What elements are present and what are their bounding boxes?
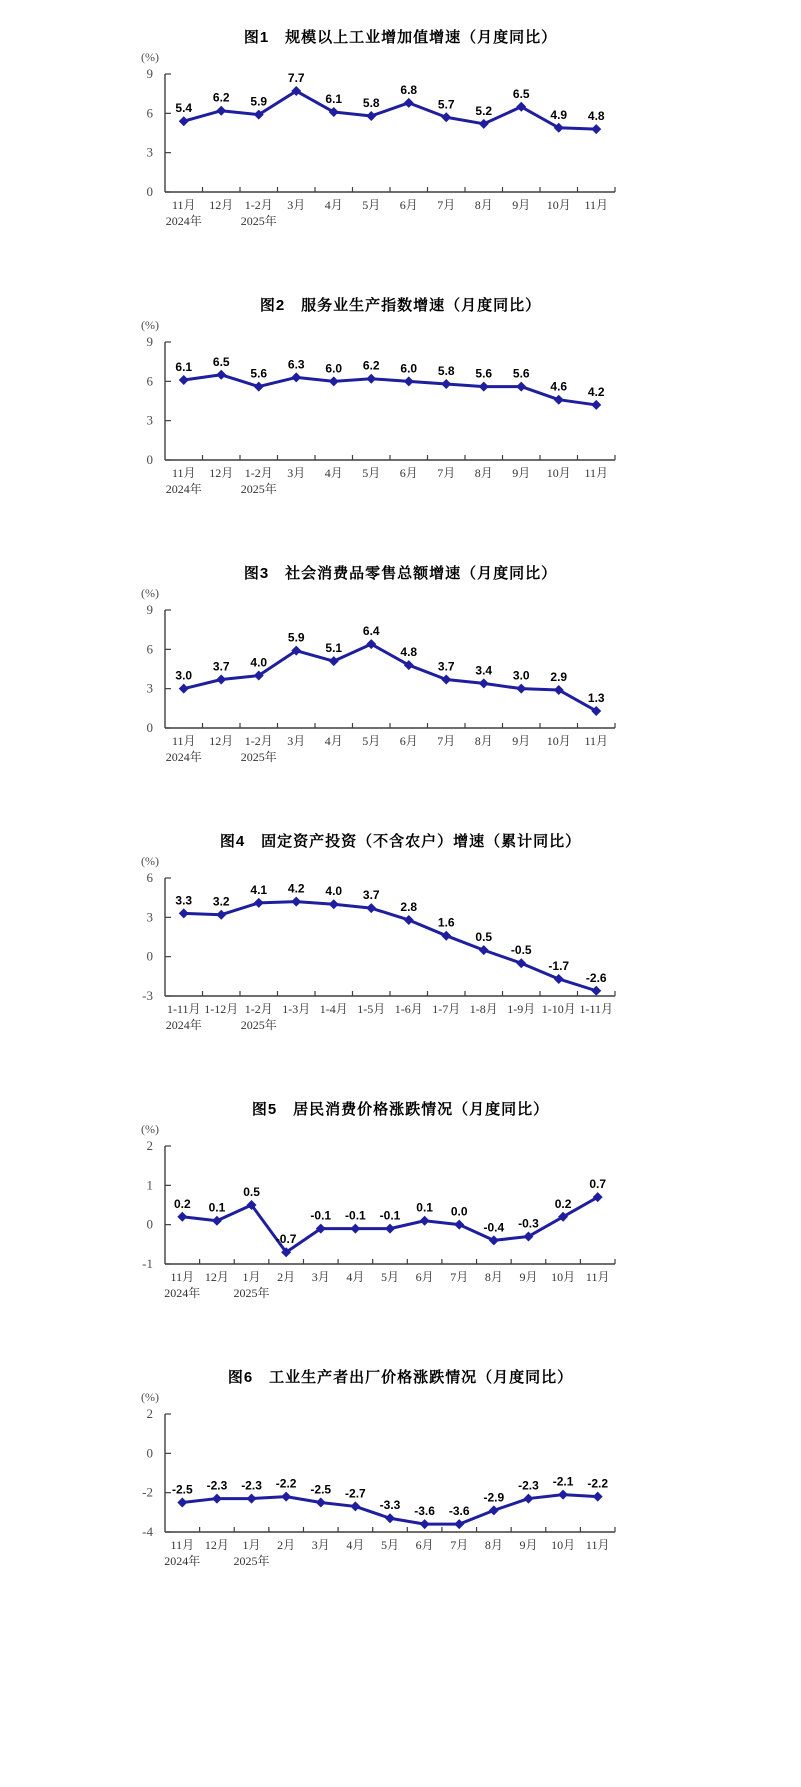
x-axis-category-label: 1月 (242, 1270, 261, 1284)
data-point-marker (247, 1494, 257, 1504)
data-point-label: 6.2 (212, 90, 230, 105)
data-point-marker (366, 903, 376, 913)
x-axis-year-label: 2025年 (240, 482, 277, 496)
x-axis-category-label: 11月 (171, 466, 196, 480)
x-axis-category-label: 4月 (346, 1538, 365, 1552)
data-point-marker (591, 986, 601, 996)
data-point-label: -3.3 (379, 1498, 401, 1513)
chart-figure-2 (0, 294, 801, 562)
data-point-label: 3.7 (362, 888, 380, 903)
data-point-label: -0.1 (345, 1208, 366, 1223)
x-axis-category-label: 3月 (287, 734, 306, 748)
x-axis-category-label: 11月 (170, 1538, 195, 1552)
data-point-label: 6.1 (175, 360, 193, 375)
data-point-marker (554, 974, 564, 984)
data-point-marker (254, 382, 264, 392)
chart-figure-3 (0, 562, 801, 830)
data-point-label: -3.6 (414, 1504, 435, 1519)
y-axis-tick-label: 2 (146, 1406, 153, 1421)
chart-title: 图6 工业生产者出厂价格涨跌情况（月度同比） (227, 1369, 574, 1386)
y-axis-tick-label: 3 (146, 144, 153, 160)
data-point-marker (441, 379, 451, 389)
x-axis-category-label: 8月 (474, 198, 493, 212)
x-axis-category-label: 6月 (415, 1538, 434, 1552)
x-axis-category-label: 3月 (287, 466, 306, 480)
x-axis-category-label: 9月 (512, 466, 531, 480)
series-line (184, 644, 597, 711)
y-axis-tick-label: 0 (146, 720, 153, 735)
x-axis-category-label: 1-4月 (319, 1002, 348, 1016)
data-point-label: 0.0 (450, 1204, 468, 1219)
x-axis-category-label: 5月 (362, 466, 381, 480)
x-axis-category-label: 2月 (277, 1270, 296, 1284)
x-axis-category-label: 7月 (437, 466, 456, 480)
y-axis-tick-label: 3 (146, 680, 153, 696)
y-axis-tick-label: 9 (146, 334, 153, 349)
y-axis-tick-label: 6 (146, 870, 153, 885)
data-point-label: -2.7 (345, 1486, 366, 1501)
data-point-label: 7.7 (287, 71, 305, 86)
data-point-marker (216, 106, 226, 116)
data-point-marker (329, 656, 339, 666)
data-point-label: 4.0 (325, 884, 343, 899)
chart-canvas (0, 49, 801, 235)
y-axis-tick-label: 0 (146, 948, 153, 964)
chart-title: 图1 规模以上工业增加值增速（月度同比） (243, 29, 558, 46)
data-point-marker (216, 370, 226, 380)
x-axis-category-label: 11月 (585, 1538, 610, 1552)
data-point-marker (179, 116, 189, 126)
data-point-marker (441, 112, 451, 122)
data-point-label: 5.4 (175, 101, 193, 116)
x-axis-category-label: 11月 (170, 1270, 195, 1284)
y-axis-tick-label: -1 (142, 1256, 153, 1271)
data-point-marker (479, 678, 489, 688)
data-point-label: 3.7 (212, 659, 230, 674)
data-point-marker (479, 945, 489, 955)
data-point-label: -0.5 (510, 943, 532, 958)
data-point-label: -2.6 (585, 970, 607, 985)
data-point-marker (366, 374, 376, 384)
data-point-marker (489, 1235, 499, 1245)
y-axis-tick-label: 6 (146, 105, 153, 121)
data-point-label: 5.8 (362, 95, 380, 110)
chart-figure-4 (0, 830, 801, 1098)
data-point-label: 4.0 (250, 655, 268, 670)
x-axis-year-label: 2025年 (240, 1018, 277, 1032)
data-point-marker (404, 376, 414, 386)
data-point-marker (420, 1216, 430, 1226)
data-point-marker (291, 897, 301, 907)
y-axis-tick-label: 2 (146, 1138, 153, 1153)
data-point-label: 6.0 (400, 361, 418, 376)
data-point-label: -2.5 (171, 1482, 193, 1497)
data-point-label: 4.8 (400, 645, 418, 660)
x-axis-year-label: 2024年 (165, 214, 202, 228)
x-axis-category-label: 4月 (324, 734, 343, 748)
data-point-marker (404, 98, 414, 108)
data-point-label: 6.3 (287, 357, 305, 372)
data-point-label: 6.8 (400, 82, 418, 97)
data-point-marker (454, 1220, 464, 1230)
x-axis-category-label: 11月 (585, 1270, 610, 1284)
chart-canvas (0, 1121, 801, 1307)
x-axis-category-label: 1月 (242, 1538, 261, 1552)
line-chart-cpi (55, 1121, 755, 1307)
x-axis-category-label: 8月 (474, 466, 493, 480)
data-point-label: 0.5 (243, 1185, 260, 1199)
x-axis-category-label: 6月 (415, 1270, 434, 1284)
data-point-label: 6.2 (362, 358, 380, 373)
y-axis-unit-label: (%) (141, 586, 159, 600)
x-axis-category-label: 9月 (512, 198, 531, 212)
data-point-label: 0.2 (554, 1196, 572, 1211)
data-point-marker (291, 372, 301, 382)
data-point-label: 4.2 (287, 881, 305, 896)
x-axis-category-label: 1-2月 (244, 466, 273, 480)
x-axis-category-label: 7月 (450, 1538, 469, 1552)
data-point-marker (591, 400, 601, 410)
y-axis-unit-label: (%) (141, 854, 159, 868)
x-axis-year-label: 2025年 (233, 1554, 270, 1568)
data-point-label: -0.1 (310, 1208, 332, 1223)
y-axis-unit-label: (%) (141, 1390, 159, 1404)
chart-title: 图5 居民消费价格涨跌情况（月度同比） (251, 1101, 550, 1118)
data-point-label: 3.0 (175, 668, 193, 683)
line-chart-retail-sales (55, 585, 755, 771)
data-point-label: 2.8 (400, 899, 418, 914)
x-axis-category-label: 6月 (399, 466, 418, 480)
data-point-label: -2.3 (241, 1478, 262, 1493)
y-axis-tick-label: 0 (146, 184, 153, 199)
data-point-marker (479, 119, 489, 129)
data-point-marker (441, 931, 451, 941)
data-point-marker (479, 382, 489, 392)
data-point-label: 0.1 (416, 1200, 433, 1215)
chart-figure-5 (0, 1098, 801, 1366)
x-axis-category-label: 1-3月 (282, 1002, 311, 1016)
data-point-label: 4.8 (587, 109, 605, 124)
data-point-label: 6.5 (512, 86, 530, 101)
x-axis-category-label: 4月 (324, 466, 343, 480)
data-point-label: -2.3 (206, 1478, 228, 1493)
chart-canvas (0, 853, 801, 1039)
data-point-label: 3.7 (437, 659, 455, 674)
x-axis-category-label: 8月 (484, 1538, 503, 1552)
data-point-label: 5.1 (325, 641, 343, 656)
x-axis-category-label: 10月 (546, 466, 571, 480)
data-point-marker (177, 1498, 187, 1508)
y-axis-unit-label: (%) (141, 318, 159, 332)
data-point-marker (254, 898, 264, 908)
data-point-label: 0.5 (475, 930, 493, 945)
x-axis-category-label: 2月 (277, 1538, 296, 1552)
y-axis-tick-label: 3 (146, 412, 153, 428)
x-axis-category-label: 10月 (551, 1538, 576, 1552)
data-point-label: -2.9 (483, 1490, 505, 1505)
x-axis-category-label: 3月 (287, 198, 306, 212)
x-axis-category-label: 4月 (346, 1270, 365, 1284)
chart-title: 图3 社会消费品零售总额增速（月度同比） (243, 565, 558, 582)
x-axis-category-label: 11月 (584, 466, 609, 480)
data-point-label: 3.0 (512, 668, 530, 683)
x-axis-category-label: 1-9月 (507, 1002, 536, 1016)
data-point-marker (212, 1216, 222, 1226)
x-axis-category-label: 5月 (380, 1538, 400, 1552)
x-axis-category-label: 1-6月 (394, 1002, 423, 1016)
data-point-label: 3.2 (212, 894, 230, 909)
chart-canvas (0, 585, 801, 771)
x-axis-category-label: 1-2月 (244, 198, 273, 212)
x-axis-category-label: 7月 (437, 198, 456, 212)
data-point-marker (593, 1492, 603, 1502)
x-axis-year-label: 2024年 (165, 750, 202, 764)
data-point-marker (558, 1490, 568, 1500)
data-point-label: 1.6 (437, 915, 455, 930)
series-line (184, 91, 597, 129)
x-axis-category-label: 1-10月 (541, 1002, 576, 1016)
x-axis-category-label: 10月 (551, 1270, 576, 1284)
x-axis-year-label: 2024年 (164, 1286, 201, 1300)
x-axis-category-label: 11月 (584, 734, 609, 748)
data-point-marker (385, 1513, 395, 1523)
data-point-marker (329, 376, 339, 386)
y-axis-tick-label: -3 (142, 988, 153, 1003)
data-point-label: -0.7 (275, 1232, 297, 1247)
x-axis-category-label: 10月 (546, 734, 571, 748)
y-axis-tick-label: 6 (146, 373, 153, 389)
x-axis-category-label: 1-12月 (204, 1002, 239, 1016)
x-axis-category-label: 5月 (362, 734, 381, 748)
data-point-marker (523, 1494, 533, 1504)
data-point-marker (420, 1519, 430, 1529)
chart-canvas (0, 1389, 801, 1575)
series-line (184, 375, 597, 405)
data-point-label: 4.2 (587, 384, 605, 399)
data-point-label: 4.1 (250, 882, 268, 897)
data-point-label: -2.5 (310, 1482, 332, 1497)
x-axis-category-label: 5月 (362, 198, 381, 212)
x-axis-category-label: 9月 (519, 1538, 538, 1552)
data-point-marker (591, 124, 601, 134)
data-point-label: 0.2 (173, 1196, 191, 1211)
x-axis-category-label: 12月 (204, 1270, 229, 1284)
data-point-marker (554, 395, 564, 405)
x-axis-category-label: 12月 (209, 466, 234, 480)
data-point-marker (454, 1519, 464, 1529)
data-point-marker (316, 1498, 326, 1508)
data-point-marker (179, 375, 189, 385)
data-point-marker (350, 1224, 360, 1234)
data-point-label: 5.8 (437, 363, 455, 378)
x-axis-year-label: 2025年 (233, 1286, 270, 1300)
line-chart-services-production (55, 317, 755, 503)
data-point-marker (179, 684, 189, 694)
y-axis-unit-label: (%) (141, 1122, 159, 1136)
data-point-label: 0.7 (589, 1177, 607, 1192)
x-axis-category-label: 8月 (484, 1270, 503, 1284)
chart-title: 图4 固定资产投资（不含农户）增速（累计同比） (219, 833, 582, 850)
y-axis-tick-label: 3 (146, 909, 153, 925)
x-axis-category-label: 7月 (437, 734, 456, 748)
data-point-label: 4.6 (550, 379, 568, 394)
x-axis-category-label: 6月 (399, 734, 418, 748)
data-point-marker (329, 899, 339, 909)
x-axis-category-label: 8月 (474, 734, 493, 748)
data-point-label: 5.6 (475, 366, 493, 381)
data-point-label: -1.7 (548, 958, 570, 973)
chart-figure-6 (0, 1366, 801, 1634)
x-axis-category-label: 11月 (171, 198, 196, 212)
x-axis-category-label: 6月 (399, 198, 418, 212)
y-axis-tick-label: 0 (146, 1445, 153, 1461)
x-axis-category-label: 1-5月 (357, 1002, 386, 1016)
line-chart-ppi (55, 1389, 755, 1575)
data-point-label: -2.2 (275, 1476, 297, 1491)
data-point-label: -0.4 (483, 1220, 505, 1235)
x-axis-year-label: 2024年 (164, 1554, 201, 1568)
data-point-marker (177, 1212, 187, 1222)
y-axis-tick-label: 1 (146, 1177, 153, 1193)
data-point-label: 5.2 (475, 103, 493, 118)
data-point-label: -2.1 (552, 1474, 574, 1489)
data-point-label: -0.3 (518, 1216, 539, 1231)
data-point-label: 5.6 (250, 366, 268, 381)
x-axis-year-label: 2025年 (240, 750, 277, 764)
x-axis-category-label: 3月 (311, 1538, 330, 1552)
data-point-label: -3.6 (448, 1504, 470, 1519)
x-axis-category-label: 10月 (546, 198, 571, 212)
y-axis-tick-label: 6 (146, 641, 153, 657)
y-axis-tick-label: 0 (146, 452, 153, 467)
data-point-label: 2.9 (550, 669, 568, 684)
x-axis-category-label: 11月 (171, 734, 196, 748)
data-point-label: -2.2 (587, 1476, 609, 1491)
data-point-label: 4.9 (550, 107, 568, 122)
x-axis-category-label: 9月 (519, 1270, 538, 1284)
data-point-label: 5.9 (250, 94, 268, 109)
x-axis-year-label: 2024年 (165, 1018, 202, 1032)
chart-canvas (0, 317, 801, 503)
x-axis-category-label: 4月 (324, 198, 343, 212)
data-point-label: 1.3 (587, 690, 605, 705)
data-point-label: 5.7 (437, 97, 455, 112)
data-point-marker (216, 910, 226, 920)
data-point-marker (212, 1494, 222, 1504)
x-axis-year-label: 2025年 (240, 214, 277, 228)
data-point-label: -2.3 (518, 1478, 539, 1493)
data-point-marker (516, 684, 526, 694)
data-point-marker (366, 111, 376, 121)
data-point-marker (516, 958, 526, 968)
y-axis-tick-label: 9 (146, 66, 153, 81)
y-axis-tick-label: -2 (142, 1484, 153, 1500)
data-point-marker (179, 908, 189, 918)
data-point-label: 3.3 (175, 893, 193, 908)
x-axis-category-label: 5月 (380, 1270, 400, 1284)
x-axis-category-label: 3月 (311, 1270, 330, 1284)
data-point-marker (281, 1492, 291, 1502)
x-axis-category-label: 1-11月 (579, 1002, 614, 1016)
data-point-marker (350, 1501, 360, 1511)
data-point-marker (216, 674, 226, 684)
y-axis-unit-label: (%) (141, 50, 159, 64)
x-axis-category-label: 1-7月 (432, 1002, 461, 1016)
x-axis-category-label: 7月 (450, 1270, 469, 1284)
x-axis-category-label: 11月 (584, 198, 609, 212)
data-point-label: 3.4 (475, 663, 493, 678)
x-axis-category-label: 1-11月 (166, 1002, 201, 1016)
chart-figure-1 (0, 26, 801, 294)
x-axis-category-label: 12月 (209, 734, 234, 748)
x-axis-category-label: 12月 (209, 198, 234, 212)
y-axis-tick-label: -4 (142, 1524, 153, 1539)
data-point-marker (404, 915, 414, 925)
data-point-label: 5.6 (512, 366, 530, 381)
data-point-label: 6.4 (362, 624, 380, 639)
data-point-label: 0.1 (208, 1200, 226, 1215)
x-axis-category-label: 1-2月 (244, 1002, 273, 1016)
data-point-label: 6.5 (212, 354, 230, 369)
data-point-marker (441, 674, 451, 684)
y-axis-tick-label: 9 (146, 602, 153, 617)
x-axis-category-label: 12月 (204, 1538, 229, 1552)
data-point-label: 6.1 (325, 92, 343, 107)
data-point-label: 6.0 (325, 361, 343, 376)
data-point-marker (516, 382, 526, 392)
data-point-label: -0.1 (379, 1208, 401, 1223)
data-point-marker (489, 1505, 499, 1515)
chart-title: 图2 服务业生产指数增速（月度同比） (259, 297, 542, 314)
data-point-marker (385, 1224, 395, 1234)
x-axis-year-label: 2024年 (165, 482, 202, 496)
y-axis-tick-label: 0 (146, 1216, 153, 1232)
x-axis-category-label: 1-8月 (469, 1002, 498, 1016)
x-axis-category-label: 9月 (512, 734, 531, 748)
data-point-label: 5.9 (287, 630, 305, 645)
line-chart-fixed-asset-investment (55, 853, 755, 1039)
line-chart-industrial-output (55, 49, 755, 235)
x-axis-category-label: 1-2月 (244, 734, 273, 748)
